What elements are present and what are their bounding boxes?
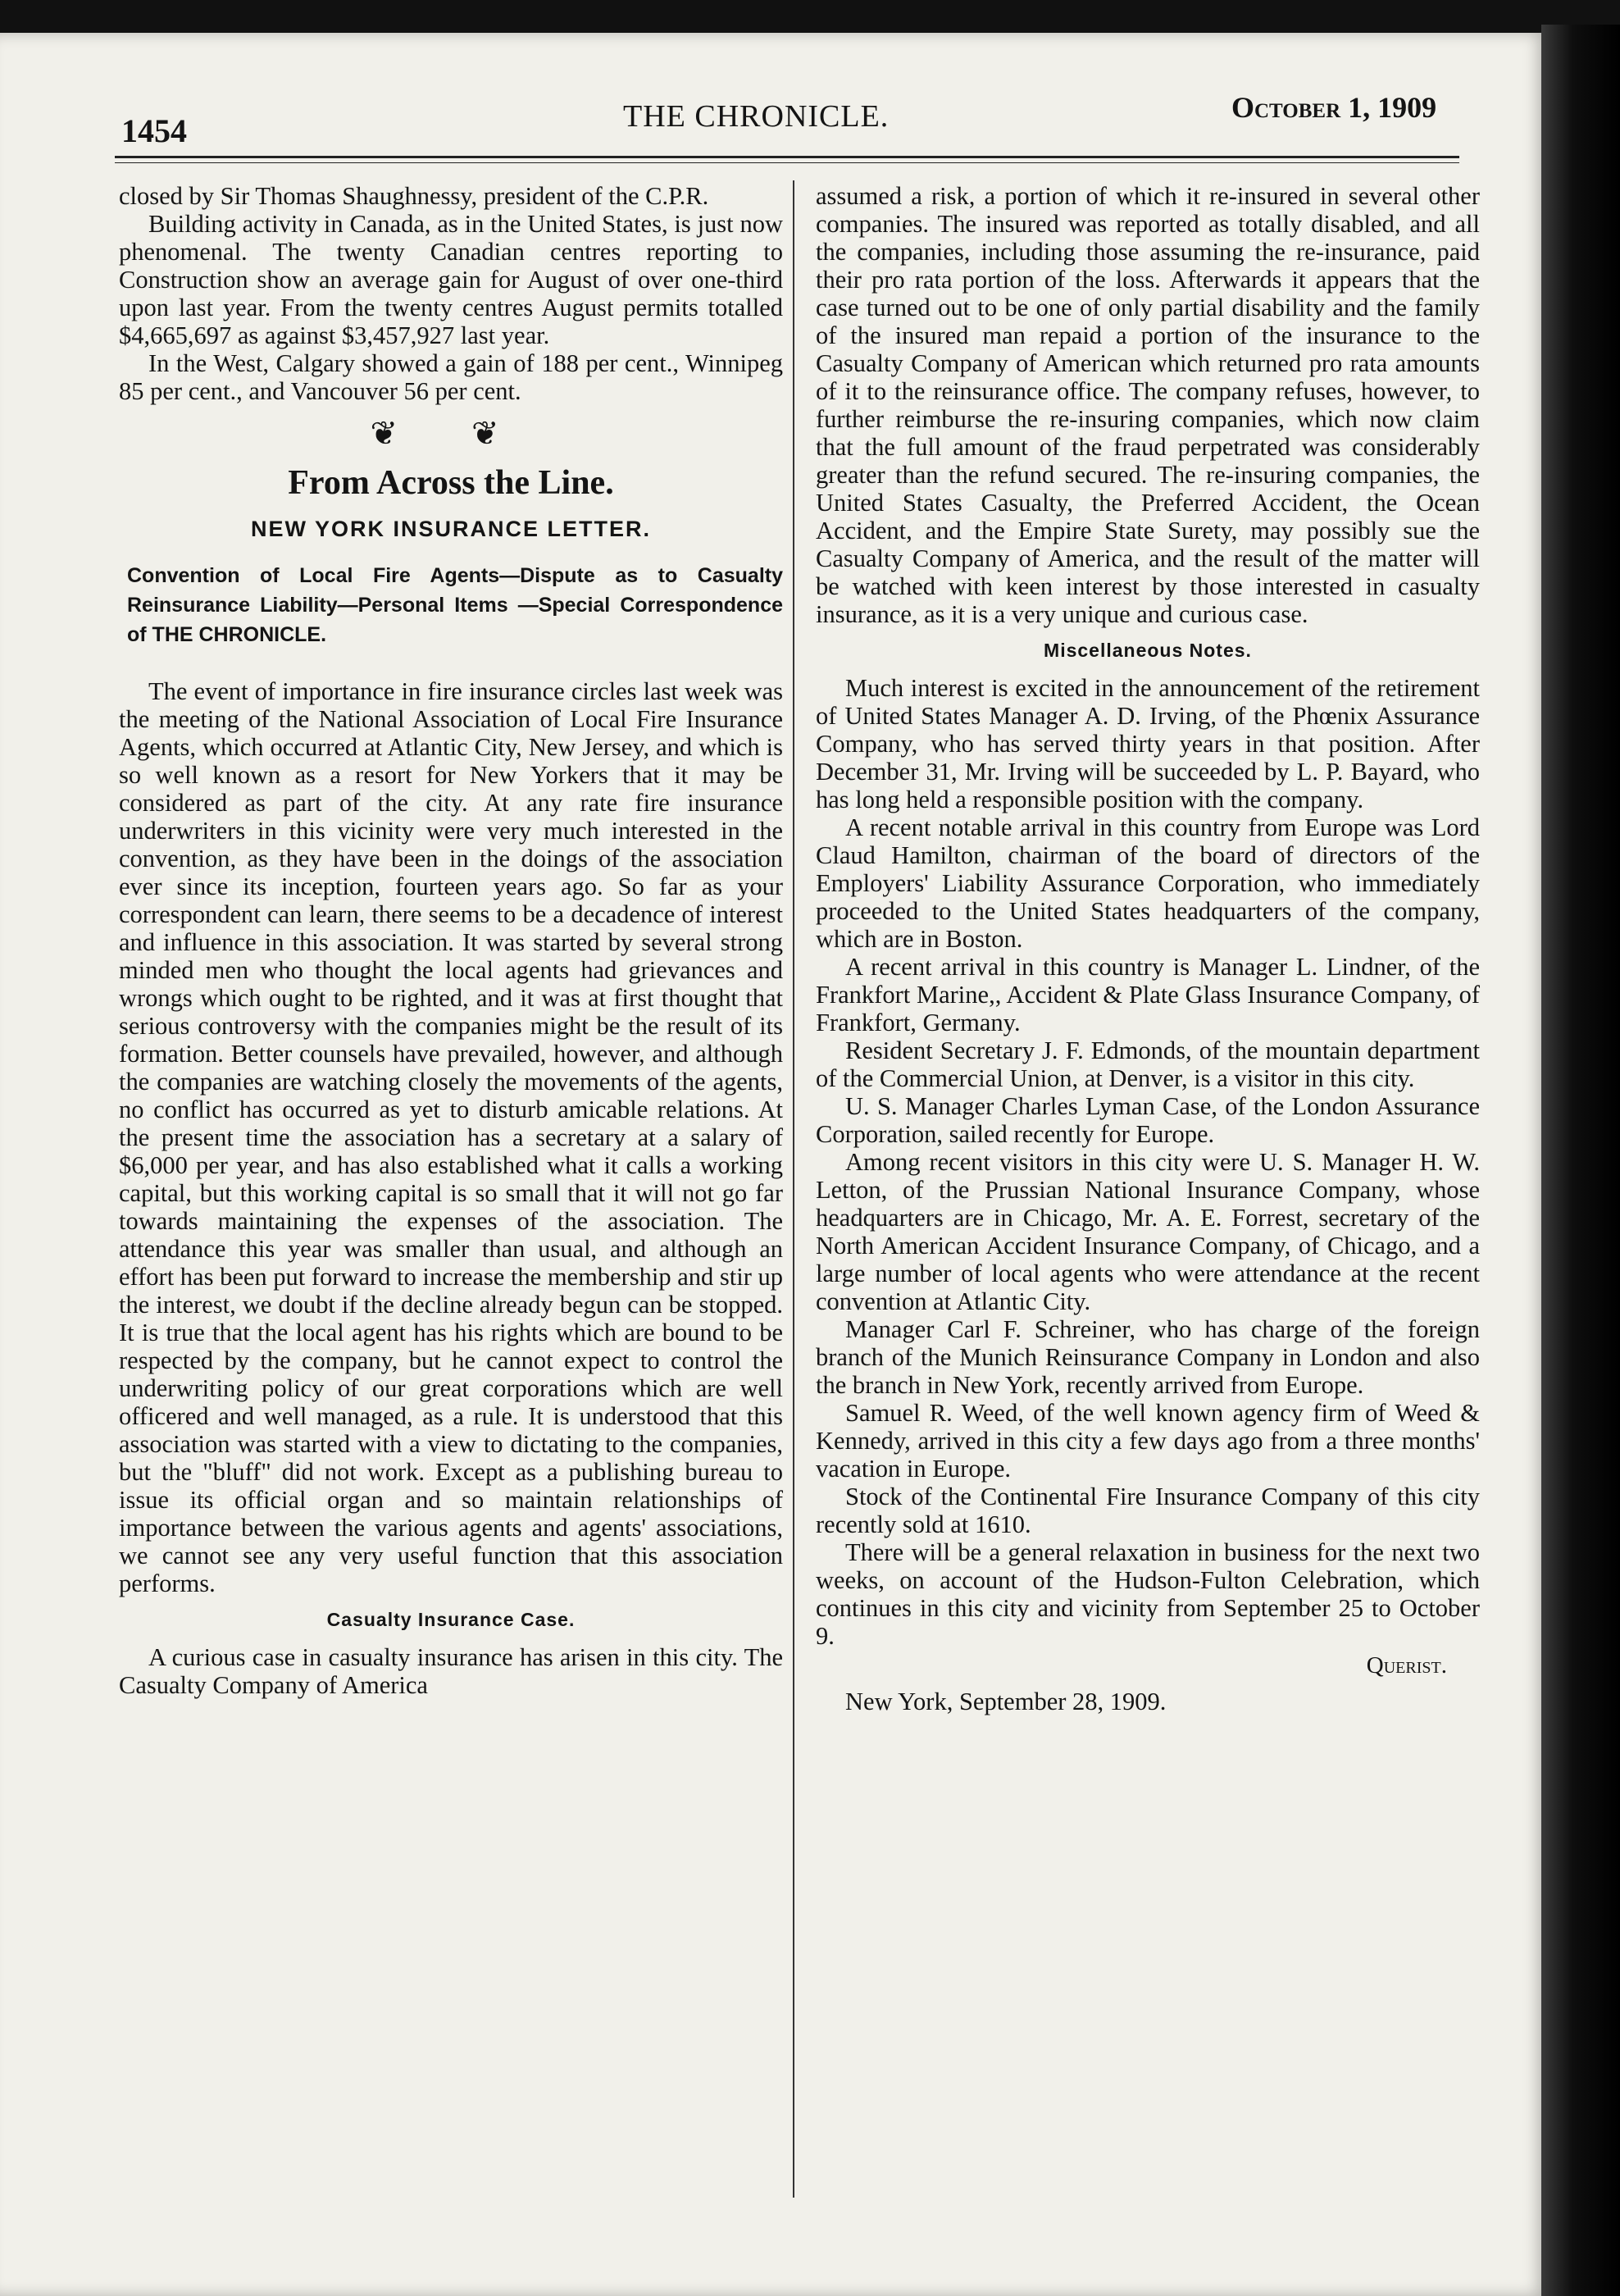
left-column xyxy=(119,182,783,1699)
paragraph: A curious case in casualty insurance has arisen in this city. The Casualty Company of America xyxy=(119,1643,783,1699)
book-spine-shadow xyxy=(1541,25,1620,2296)
paragraph: assumed a risk, a portion of which it re-insured in several other companies. The insured was reported as totally disabled, and all the companies, including those assuming the re-insurance, paid their pro rata portion of the loss. Afterwards it appears that the case turned out to be one of only partial disability and the family of the insured man repaid a portion of the insurance to the Casualty Company of American which returned pro rata amounts of it to the reinsurance office. The company refuses, however, to further reimburse the re-insuring companies, which now claim that the full amount of the fraud perpetrated was considerably greater than the refund secured. The re-insuring companies, the United States Casualty, the Preferred Accident, the Ocean Accident, and the Empire State Surety, may possibly sue the Casualty Company of America, and the result of the matter will be watched with keen interest by those interested in casualty insurance, as it is a very unique and curious case. xyxy=(816,182,1480,628)
paragraph: A recent notable arrival in this country from Europe was Lord Claud Hamilton, chairman of the board of directors of the Employers' Liability Assurance Corporation, who immediately proceeded to the United States headquarters of the company, which are in Boston. xyxy=(816,813,1480,953)
paragraph: Stock of the Continental Fire Insurance Company of this city recently sold at 1610. xyxy=(816,1483,1480,1538)
paragraph: Among recent visitors in this city were U. S. Manager H. W. Letton, of the Prussian National Insurance Company, whose headquarters are in Chicago, Mr. A. E. Forrest, secretary of the North American Accident Insurance Company, of Chicago, and a large number of local agents who were attendance at the recent convention at Atlantic City. xyxy=(816,1148,1480,1315)
publication-title: THE CHRONICLE. xyxy=(623,99,890,134)
column-divider xyxy=(793,180,794,2198)
paragraph: Much interest is excited in the announcement of the retirement of United States Manager A. D. Irving, of the Phœnix Assurance Company, who has served thirty years in that position. After December 31, Mr. Irving will be succeeded by L. P. Bayard, who has long held a responsible position with the company. xyxy=(816,674,1480,813)
right-column xyxy=(816,182,1480,1715)
dateline: New York, September 28, 1909. xyxy=(845,1688,1167,1715)
header-rule-thin xyxy=(115,162,1459,163)
subsection-heading: Miscellaneous Notes. xyxy=(1044,640,1252,661)
paragraph: A recent arrival in this country is Manager L. Lindner, of the Frankfort Marine,, Accident & Plate Glass Insurance Company, of Frankfort, Germany. xyxy=(816,953,1480,1036)
article-deck: Convention of Local Fire Agents—Dispute as to Casualty Reinsurance Liability—Personal Items —Special Correspondence of THE CHRONICLE. xyxy=(127,564,783,646)
paragraph: In the West, Calgary showed a gain of 188 per cent., Winnipeg 85 per cent., and Vancouver 56 per cent. xyxy=(119,349,783,405)
header-rule xyxy=(115,156,1459,158)
paragraph: There will be a general relaxation in business for the next two weeks, on account of the Hudson-Fulton Celebration, which continues in this city and vicinity from September 25 to October 9. xyxy=(816,1538,1480,1650)
page-header xyxy=(0,33,1549,180)
subsection-heading: Casualty Insurance Case. xyxy=(326,1609,576,1630)
issue-date: October 1, 1909 xyxy=(1231,91,1437,124)
paragraph: The event of importance in fire insurance circles last week was the meeting of the National Association of Local Fire Insurance Agents, which occurred at Atlantic City, New Jersey, and which is so well known as a resort for New Yorkers that it may be considered as part of the city. At any rate fire insurance underwriters in this vicinity were very much interested in the convention, as they have been in the doings of the association ever since its inception, fourteen years ago. So far as your correspondent can learn, there seems to be a decadence of interest and influence in this association. It was started by several strong minded men who thought the local agents had grievances and wrongs which ought to be righted, and it was at first thought that serious controversy with the companies might be the result of its formation. Better counsels have prevailed, however, and although the companies are watching closely the movements of the agents, no conflict has occurred as yet to disturb amicable relations. At the present time the association has a secretary at a salary of $6,000 per year, and has also established what it calls a working capital, but this working capital is so small that it will not go far towards maintaining the expenses of the association. The attendance this year was smaller than usual, and although an effort has been put forward to increase the membership and stir up the interest, we doubt if the decline already begun can be stopped. It is true that the local agent has his rights which are bound to be respected by the company, but he cannot expect to control the underwriting policy of our great corporations which are well officered and well managed, as a rule. It is understood that this association was started with a view to dictating to the companies, but the "bluff" did not work. Except as a publishing bureau to issue its official organ and so maintain relationships of importance between the various agents and agents' associations, we cannot see any very useful function that this association performs. xyxy=(119,677,783,1597)
paragraph: Samuel R. Weed, of the well known agency firm of Weed & Kennedy, arrived in this city a few days ago from a three months' vacation in Europe. xyxy=(816,1399,1480,1483)
ornament-dingbat: ❦ ❦ xyxy=(370,415,532,452)
newspaper-page xyxy=(0,33,1549,2296)
signature: Querist. xyxy=(1366,1652,1447,1679)
section-heading: From Across the Line. xyxy=(288,464,614,502)
paragraph: Resident Secretary J. F. Edmonds, of the mountain department of the Commercial Union, at Denver, is a visitor in this city. xyxy=(816,1036,1480,1092)
paragraph: U. S. Manager Charles Lyman Case, of the London Assurance Corporation, sailed recently for Europe. xyxy=(816,1092,1480,1148)
paragraph: Manager Carl F. Schreiner, who has charge of the foreign branch of the Munich Reinsurance Company in London and also the branch in New York, recently arrived from Europe. xyxy=(816,1315,1480,1399)
page-number: 1454 xyxy=(121,112,187,149)
paragraph: closed by Sir Thomas Shaughnessy, president of the C.P.R. xyxy=(119,182,709,210)
paragraph: Building activity in Canada, as in the United States, is just now phenomenal. The twenty Canadian centres reporting to Construction show an average gain for August of over one-third upon last year. From the twenty centres August permits totalled $4,665,697 as against $3,457,927 last year. xyxy=(119,210,783,349)
article-title: NEW YORK INSURANCE LETTER. xyxy=(250,517,652,541)
